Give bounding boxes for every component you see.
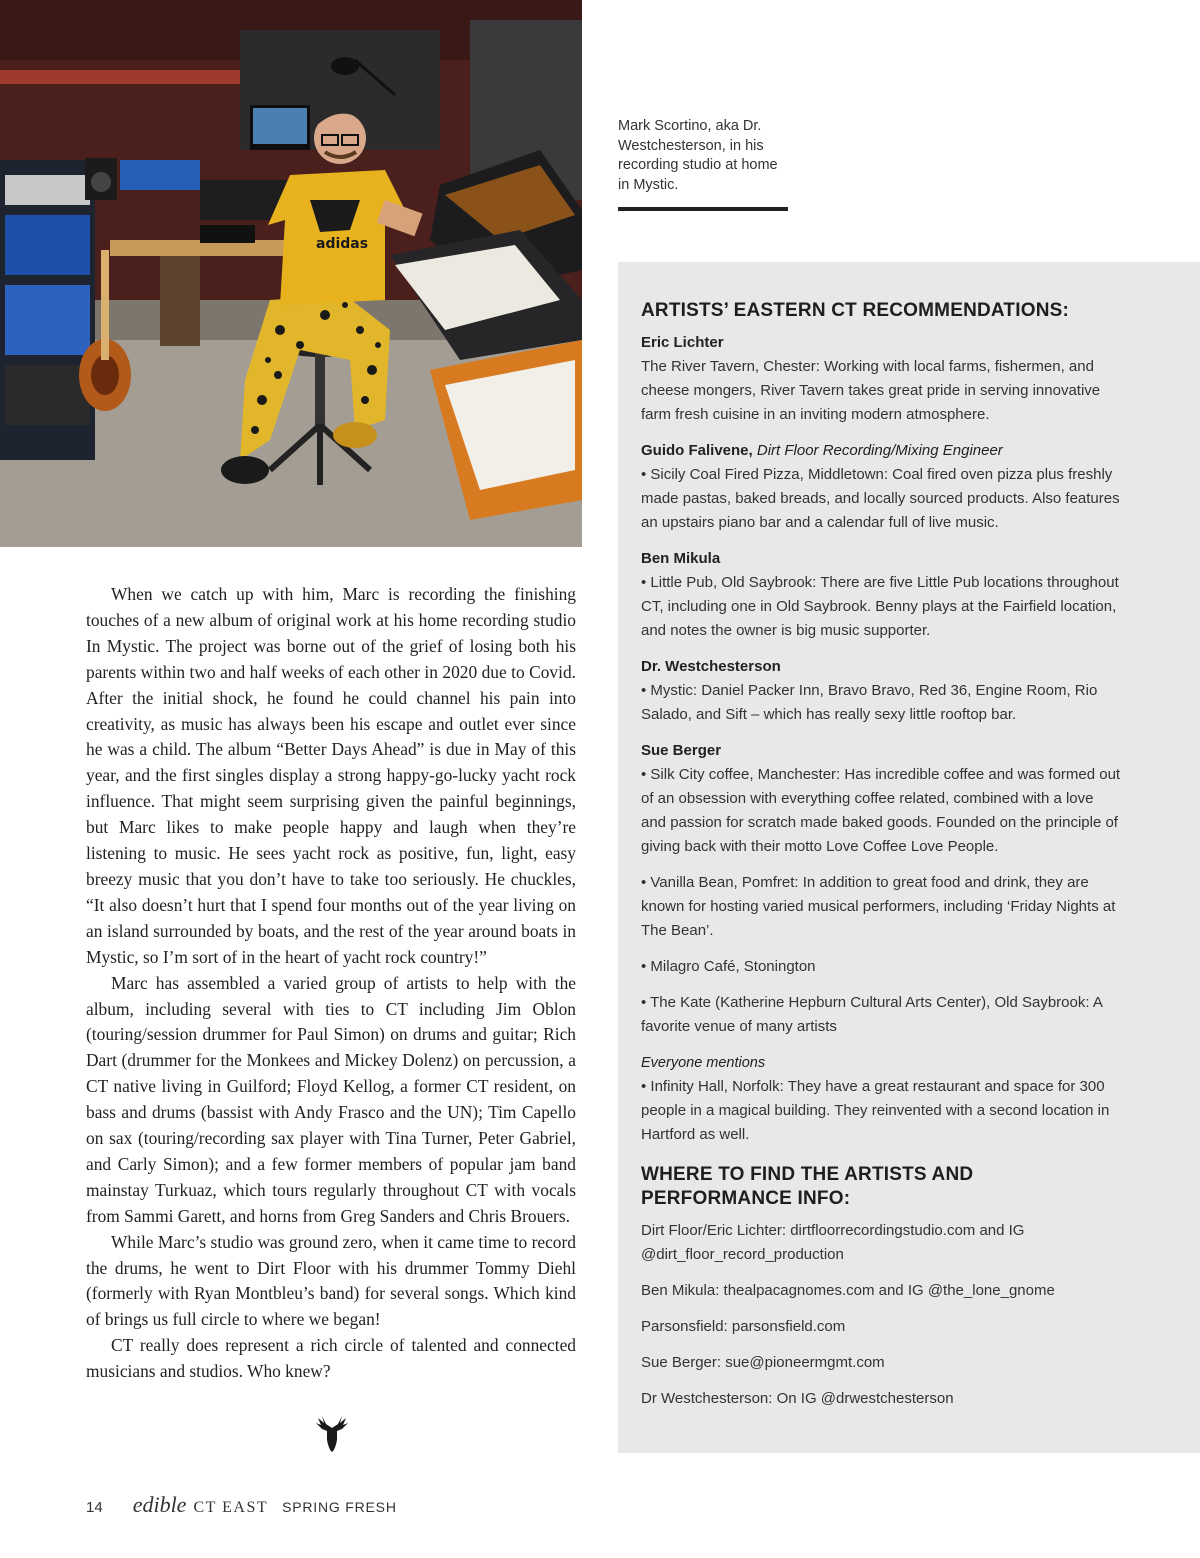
everyone-label: Everyone mentions: [641, 1055, 766, 1071]
recommendations-heading: ARTISTS’ EASTERN CT RECOMMENDATIONS:: [641, 300, 1070, 321]
find-item: Dirt Floor/Eric Lichter: dirtfloorrecordingstudio.com and IG @dirt_floor_record_production: [641, 1222, 1025, 1263]
entry-everyone-mentions: [641, 1051, 1121, 1147]
recommendation-text: The River Tavern, Chester: Working with local farms, fishermen, and cheese mongers, River Tavern takes great pride in serving innovative farm fresh cuisine in an inviting modern atmosphere.: [641, 358, 1101, 423]
where-to-find-heading: WHERE TO FIND THE ARTISTS AND PERFORMANCE INFO:: [641, 1164, 974, 1209]
artist-name: [641, 439, 1121, 463]
recommendation-text: • The Kate (Katherine Hepburn Cultural Arts Center), Old Saybrook: A favorite venue of many artists: [641, 994, 1103, 1035]
entry-dr-westchesterson: [641, 655, 1121, 727]
recommendation-text: • Sicily Coal Fired Pizza, Middletown: Coal fired oven pizza plus freshly made pastas, baked breads, and locally sourced products. Also features an upstairs piano bar and a calendar full of live music.: [641, 466, 1120, 531]
artist-name-text: Guido Falivene,: [641, 442, 753, 459]
find-item: Parsonsfield: parsonsfield.com: [641, 1318, 846, 1335]
entry-guido-falivene: [641, 439, 1121, 535]
article-paragraph: While Marc’s studio was ground zero, when it came time to record the drums, he went to Dirt Floor with his drummer Tommy Diehl (formerly with Ryan Montbleu’s band) for several songs. Which kind of brings us full circle to where we began!: [86, 1231, 576, 1330]
artist-name: Dr. Westchesterson: [641, 658, 781, 675]
entry-sue-berger: [641, 739, 1121, 1039]
article-body: [86, 582, 576, 1385]
recommendation-text: • Little Pub, Old Saybrook: There are five Little Pub locations throughout CT, including one in Old Saybrook. Benny plays at the Fairfield location, and notes the owner is big music supporter.: [641, 574, 1119, 639]
recommendation-text: • Infinity Hall, Norfolk: They have a great restaurant and space for 300 people in a magical building. They reinvented with a second location in Hartford as well.: [641, 1078, 1110, 1143]
artist-name: Eric Lichter: [641, 334, 724, 351]
studio-illustration: [0, 0, 582, 547]
brand-edible: edible: [132, 1492, 187, 1517]
recommendation-text: • Vanilla Bean, Pomfret: In addition to great food and drink, they are known for hosting varied musical performers, including ‘Friday Nights at The Bean’.: [641, 874, 1116, 939]
find-item: Dr Westchesterson: On IG @drwestchesterson: [641, 1390, 954, 1407]
find-item: Ben Mikula: thealpacagnomes.com and IG @the_lone_gnome: [641, 1282, 1055, 1299]
recommendation-text: • Silk City coffee, Manchester: Has incredible coffee and was formed out of an obsession with everything coffee related, combined with a love and passion for scratch made baked goods. Founded on the principle of giving back with their motto Love Coffee Love People.: [641, 766, 1121, 855]
artist-role: Dirt Floor Recording/Mixing Engineer: [756, 442, 1003, 459]
article-paragraph: When we catch up with him, Marc is recording the finishing touches of a new album of original work at his home recording studio In Mystic. The project was borne out of the grief of losing both his parents within two and half weeks of each other in 2020 due to Covid. After the initial shock, he found he could channel his pain into creativity, as music has always been his escape and outlet ever since he was a child. The album “Better Days Ahead” is due in May of this year, and the first singles display a strong happy-go-lucky yacht rock influence. That might seem surprising given the painful beginnings, but Marc likes to make people happy and laugh when they’re listening to music. He sees yacht rock as positive, fun, light, easy breezy music that you don’t have to take too seriously. He chuckles, “It also doesn’t hurt that I spend four months out of the year living on an island surrounded by boats, and the rest of the year around boats in Mystic, so I’m sort of in the heart of yacht rock country!”: [86, 584, 576, 967]
sidebar-content: [641, 299, 1121, 1423]
article-paragraph: CT really does represent a rich circle of talented and connected musicians and studios. Who knew?: [86, 1335, 576, 1382]
brand-ct-east: CT EAST: [193, 1499, 269, 1516]
shirt-logo-text: adidas: [316, 236, 369, 252]
entry-eric-lichter: [641, 331, 1121, 427]
find-item: Sue Berger: sue@pioneermgmt.com: [641, 1354, 885, 1371]
stag-head-icon: [312, 1414, 352, 1454]
artist-name: Ben Mikula: [641, 550, 721, 567]
issue-name: SPRING FRESH: [282, 1499, 397, 1515]
recommendation-text: • Milagro Café, Stonington: [641, 958, 816, 975]
recommendations-sidebar: [618, 262, 1200, 1453]
page-footer: [86, 1492, 397, 1516]
recommendation-text: • Mystic: Daniel Packer Inn, Bravo Bravo, Red 36, Engine Room, Rio Salado, and Sift – which has really sexy little rooftop bar.: [641, 682, 1098, 723]
studio-photo: [0, 0, 582, 547]
article-paragraph: Marc has assembled a varied group of artists to help with the album, including several with ties to CT including Jim Oblon (touring/session drummer for Paul Simon) on drums and guitar; Rich Dart (drummer for the Monkees and Mickey Dolenz) on percussion, a CT native living in Guilford; Floyd Kellog, a former CT resident, on bass and drums (bassist with Andy Frasco and the UN); Tim Capello on sax (touring/recording sax player with Tina Turner, Peter Gabriel, and Carly Simon); and a few former members of popular jam band mainstay Turkuaz, which tours regularly throughout CT with vocals from Sammi Garett, and horns from Greg Sanders and Chris Brouers.: [86, 972, 576, 1226]
entry-ben-mikula: [641, 547, 1121, 643]
photo-caption: Mark Scortino, aka Dr. Westchesterson, in his recording studio at home in Mystic.: [618, 118, 778, 193]
page-number: 14: [86, 1499, 103, 1516]
caption-rule: [618, 207, 788, 211]
artist-name: Sue Berger: [641, 742, 722, 759]
